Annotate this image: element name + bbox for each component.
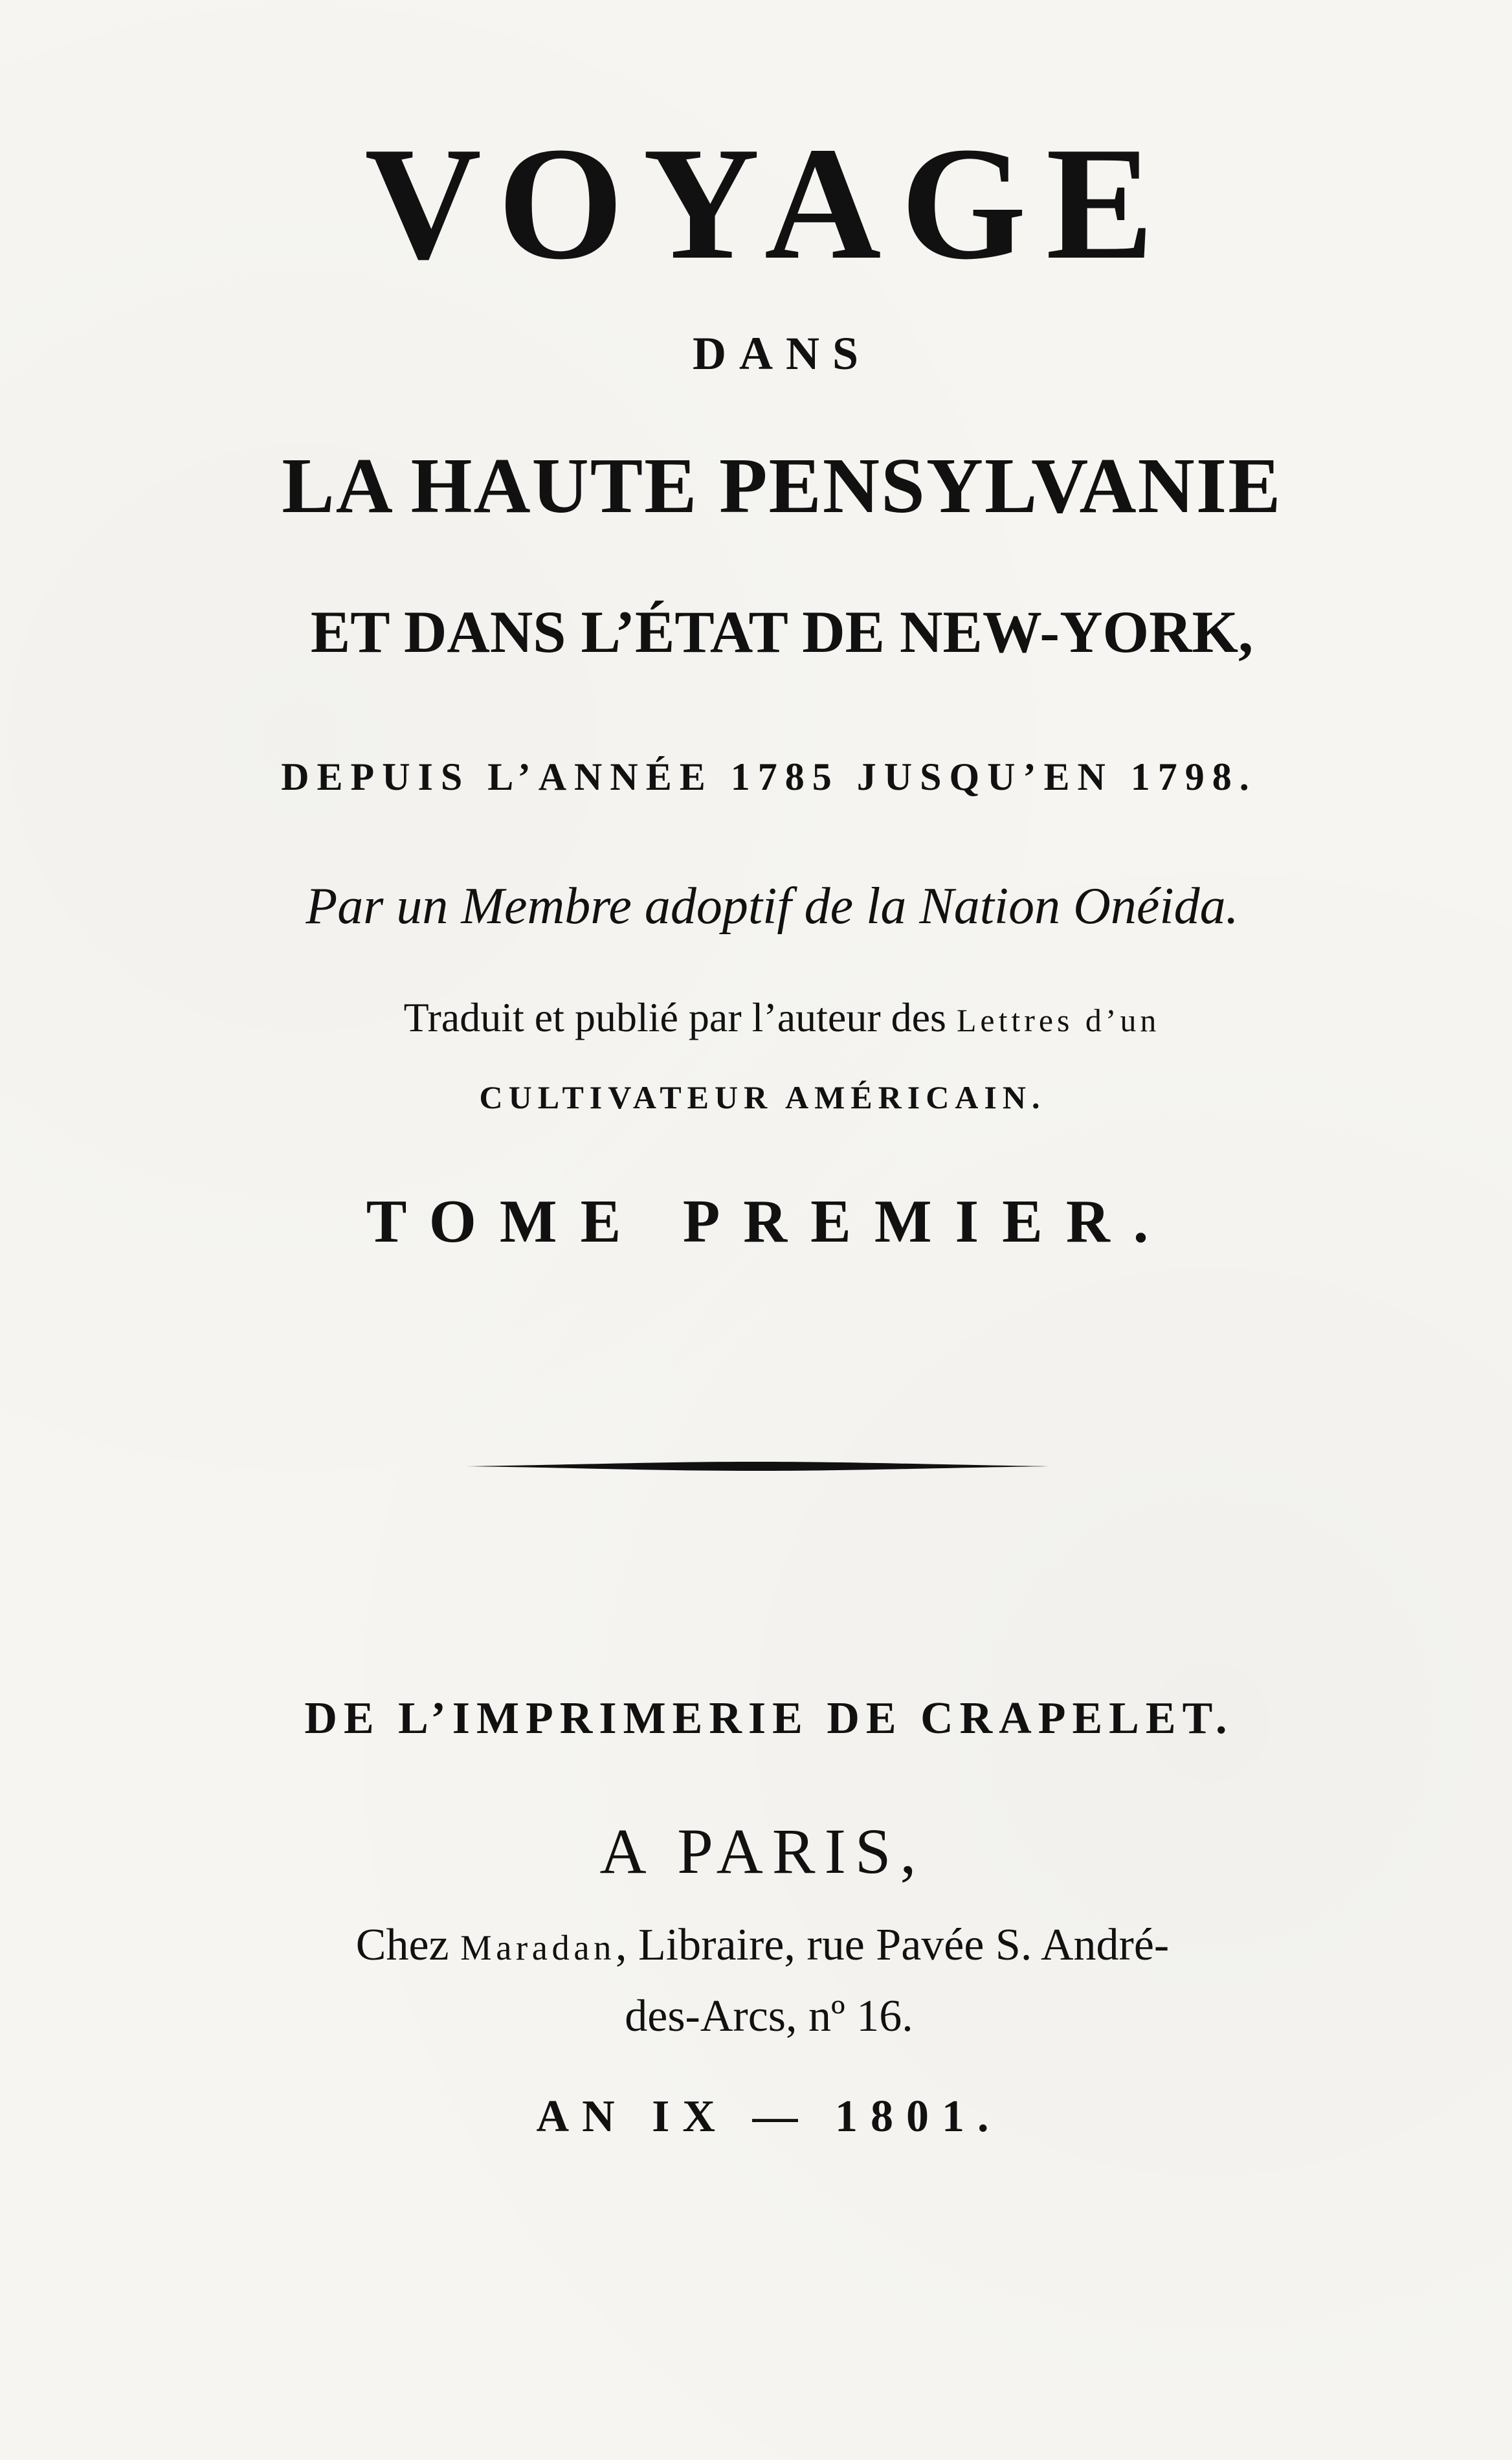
printer-line: DE L’IMPRIMERIE DE CRAPELET.: [304, 1694, 1234, 1743]
publisher-address: , Libraire, rue Pavée S. André-: [615, 1920, 1170, 1970]
translator-line-1-text: Traduit et publié par l’auteur des: [403, 994, 957, 1040]
city-line: A PARIS,: [599, 1815, 926, 1887]
subtitle-line-2: ET DANS L’ÉTAT DE NEW-YORK,: [310, 599, 1254, 665]
author-byline: Par un Membre adoptif de la Nation Onéida.: [306, 878, 1239, 935]
publisher-name: Maradan: [460, 1928, 616, 1967]
decorative-rule: [466, 1459, 1049, 1473]
publisher-line-1: [6, 1920, 1512, 1970]
subtitle-dans: DANS: [692, 328, 872, 379]
subtitle-line-1: LA HAUTE PENSYLVANIE: [282, 442, 1282, 530]
translator-line-1-smallcaps: Lettres d’un: [956, 1003, 1161, 1038]
subtitle-line-3: DEPUIS L’ANNÉE 1785 JUSQU’EN 1798.: [281, 755, 1257, 798]
book-title: VOYAGE: [364, 114, 1173, 293]
publisher-prefix: Chez: [355, 1920, 461, 1970]
publisher-line-2: des-Arcs, nº 16.: [625, 1991, 913, 2041]
translator-line-1: [26, 994, 1512, 1040]
publication-date: AN IX — 1801.: [536, 2092, 1002, 2141]
translator-line-2: CULTIVATEUR AMÉRICAIN.: [479, 1079, 1046, 1115]
volume-label: TOME PREMIER.: [366, 1188, 1172, 1255]
